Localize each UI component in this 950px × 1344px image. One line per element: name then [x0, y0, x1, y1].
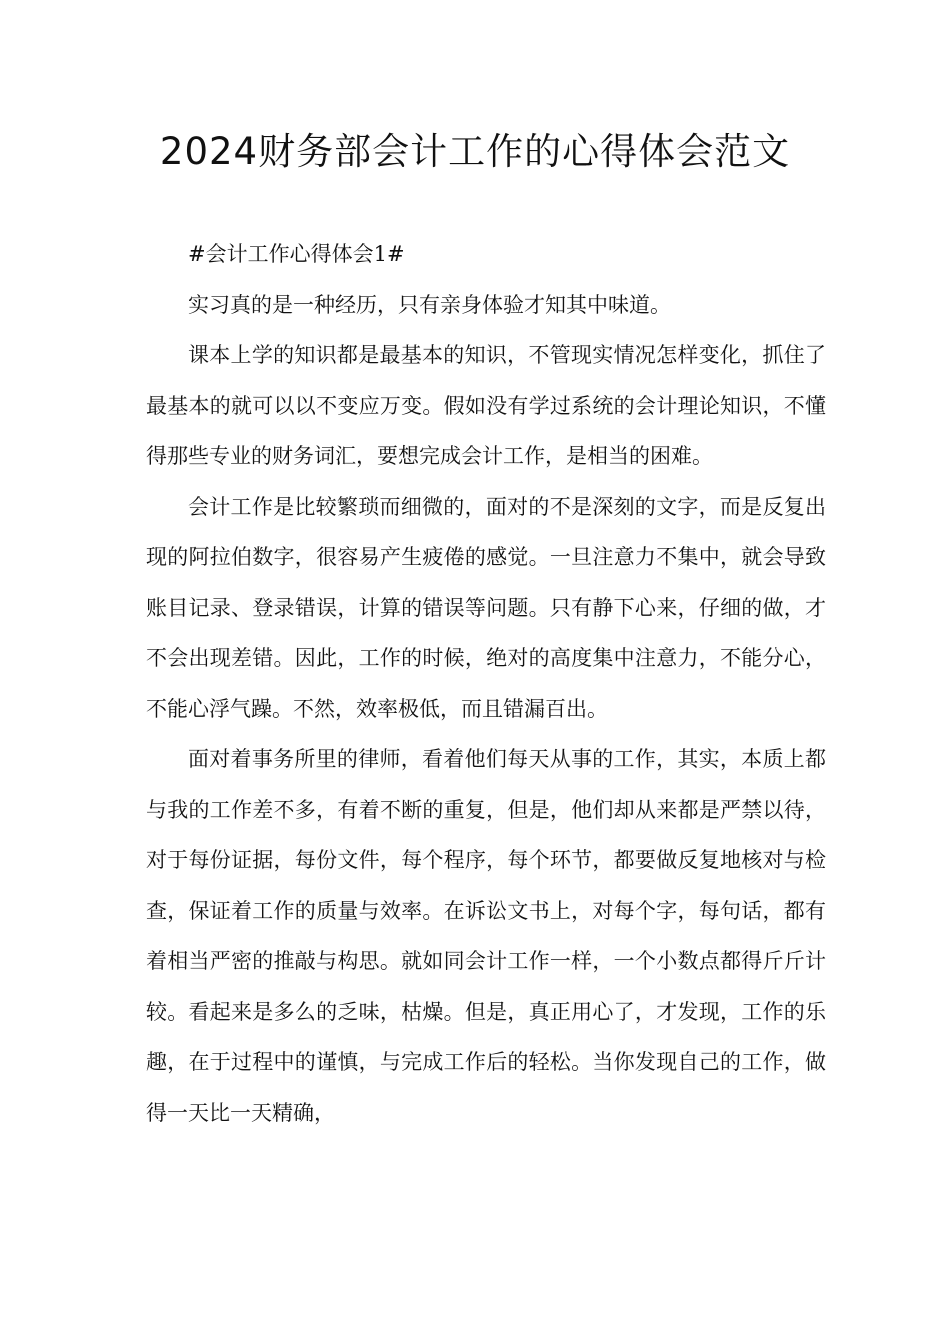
paragraph: 课本上学的知识都是最基本的知识，不管现实情况怎样变化，抓住了最基本的就可以以不变应万变。假如没有学过系统的会计理论知识，不懂得那些专业的财务词汇，要想完成会计工作，是相当的困难。 [146, 343, 826, 468]
document-title: 2024财务部会计工作的心得体会范文 [159, 130, 791, 173]
document-body [146, 229, 826, 1138]
paragraph: 面对着事务所里的律师，看着他们每天从事的工作，其实，本质上都与我的工作差不多，有着不断的重复，但是，他们却从来都是严禁以待，对于每份证据，每份文件，每个程序，每个环节，都要做反复地核对与检查，保证着工作的质量与效率。在诉讼文书上，对每个字，每句话，都有着相当严密的推敲与构思。就如同会计工作一样，一个小数点都得斤斤计较。看起来是多么的乏味，枯燥。但是，真正用心了，才发现，工作的乐趣，在于过程中的谨慎，与完成工作后的轻松。当你发现自己的工作，做得一天比一天精确， [146, 747, 826, 1125]
paragraph: 实习真的是一种经历，只有亲身体验才知其中味道。 [188, 292, 671, 317]
section-heading: #会计工作心得体会1# [188, 242, 405, 266]
paragraph: 会计工作是比较繁琐而细微的，面对的不是深刻的文字，而是反复出现的阿拉伯数字，很容易产生疲倦的感觉。一旦注意力不集中，就会导致账目记录、登录错误，计算的错误等问题。只有静下心来，仔细的做，才不会出现差错。因此，工作的时候，绝对的高度集中注意力，不能分心，不能心浮气躁。不然，效率极低，而且错漏百出。 [146, 494, 826, 721]
